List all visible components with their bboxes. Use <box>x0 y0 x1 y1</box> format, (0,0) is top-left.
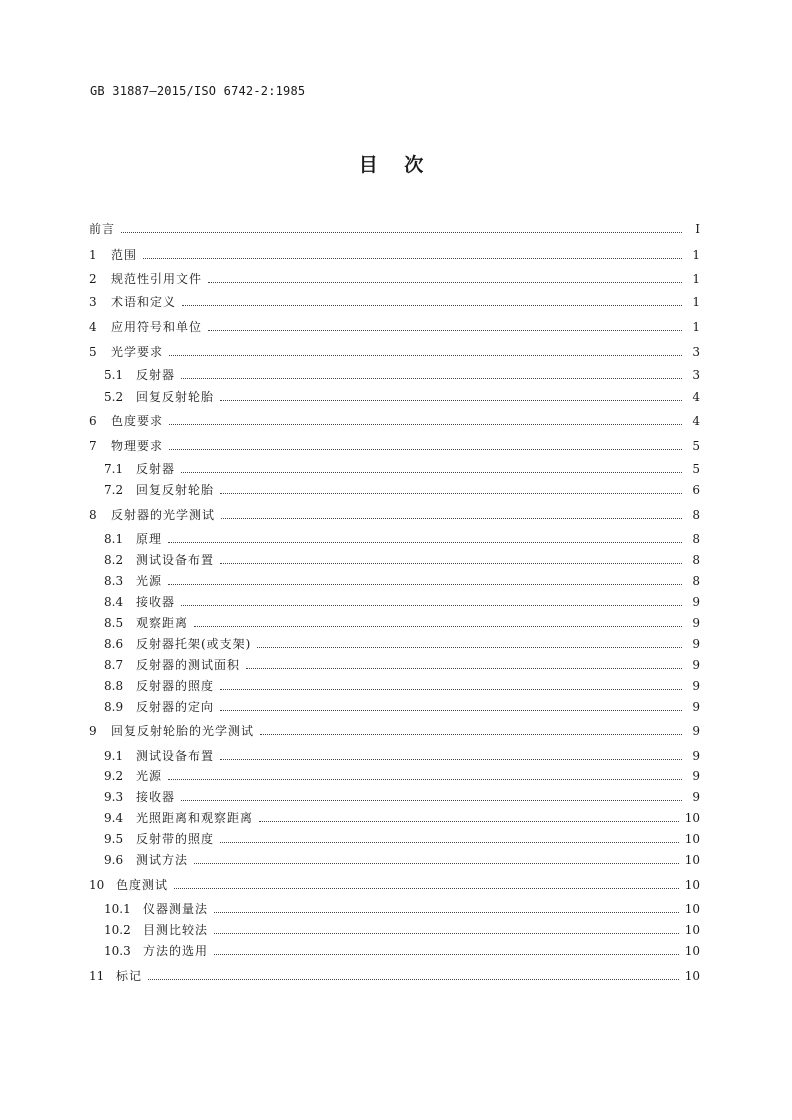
toc-entry-page: 9 <box>692 595 700 609</box>
dot-leader <box>148 978 679 980</box>
toc-entry <box>89 243 700 263</box>
toc-entry-number: 3 <box>89 295 97 309</box>
toc-entry-title: 光照距离和观察距离 <box>136 811 254 825</box>
toc-entry-number: 10.3 <box>104 944 131 958</box>
toc-entry <box>89 217 700 237</box>
dot-leader <box>220 492 682 494</box>
toc-entry-page: 9 <box>692 749 700 763</box>
dot-leader <box>169 354 682 356</box>
dot-leader <box>214 911 679 913</box>
dot-leader <box>174 887 679 889</box>
toc-entry-number: 8.6 <box>104 637 124 651</box>
toc-entry-number: 2 <box>89 272 97 286</box>
toc-entry-page: 1 <box>692 248 700 262</box>
toc-entry-title: 术语和定义 <box>111 295 177 309</box>
toc-entry <box>104 569 700 589</box>
toc-entry-title: 方法的选用 <box>143 944 209 958</box>
toc-entry-title: 接收器 <box>136 790 176 804</box>
toc-entry-page: 10 <box>684 969 700 983</box>
toc-entry-page: 3 <box>692 368 700 382</box>
toc-entry <box>104 848 700 868</box>
toc-entry-title: 色度要求 <box>111 414 164 428</box>
toc-entry-number: 11 <box>89 969 105 983</box>
toc-entry <box>104 764 700 784</box>
toc-entry-page: 8 <box>692 508 700 522</box>
toc-entry-title: 测试设备布置 <box>136 553 215 567</box>
toc-entry-number: 8.7 <box>104 658 124 672</box>
toc-entry-page: 1 <box>692 320 700 334</box>
toc-entry <box>104 363 700 383</box>
dot-leader <box>168 541 682 543</box>
dot-leader <box>257 646 682 648</box>
dot-leader <box>220 562 682 564</box>
toc-entry <box>89 267 700 287</box>
toc-entry <box>104 744 700 764</box>
toc-entry <box>89 434 700 454</box>
toc-entry-number: 7 <box>89 439 97 453</box>
toc-entry-title: 反射器托架(或支架) <box>136 637 252 651</box>
dot-leader <box>169 448 682 450</box>
dot-leader <box>220 399 682 401</box>
toc-entry-page: 4 <box>692 414 700 428</box>
toc-entry-number: 6 <box>89 414 97 428</box>
toc-entry-number: 8.4 <box>104 595 124 609</box>
toc-entry-number: 5.2 <box>104 390 124 404</box>
dot-leader <box>246 667 682 669</box>
toc-entry-title: 规范性引用文件 <box>111 272 203 286</box>
toc-entry-number: 4 <box>89 320 97 334</box>
toc-entry-number: 10.1 <box>104 902 131 916</box>
dot-leader <box>168 583 682 585</box>
dot-leader <box>143 257 682 259</box>
toc-entry-title: 测试方法 <box>136 853 189 867</box>
toc-entry <box>89 290 700 310</box>
dot-leader <box>221 517 682 519</box>
toc-entry-title: 光源 <box>136 574 163 588</box>
toc-entry-page: 9 <box>692 616 700 630</box>
toc-entry <box>89 503 700 523</box>
toc-entry-page: 4 <box>692 390 700 404</box>
toc-entry-title: 反射器 <box>136 462 176 476</box>
toc-entry-page: 8 <box>692 553 700 567</box>
toc-entry <box>104 653 700 673</box>
toc-entry-page: 9 <box>692 724 700 738</box>
toc-entry-number: 9.2 <box>104 769 124 783</box>
toc-entry-title: 标记 <box>116 969 143 983</box>
toc-entry-title: 反射器的测试面积 <box>136 658 241 672</box>
toc-entry-number: 9.6 <box>104 853 124 867</box>
toc-entry <box>104 457 700 477</box>
toc-entry-title: 色度测试 <box>116 878 169 892</box>
toc-entry-number: 9.1 <box>104 749 124 763</box>
toc-entry-title: 反射器 <box>136 368 176 382</box>
dot-leader <box>194 625 682 627</box>
toc-entry-page: 5 <box>692 439 700 453</box>
toc-entry-number: 9.5 <box>104 832 124 846</box>
toc-entry-title: 回复反射轮胎 <box>136 390 215 404</box>
dot-leader <box>260 733 682 735</box>
toc-entry-title: 回复反射轮胎的光学测试 <box>111 724 255 738</box>
toc-entry-page: 8 <box>692 574 700 588</box>
toc-entry-number: 10.2 <box>104 923 131 937</box>
toc-entry-title: 反射器的光学测试 <box>111 508 216 522</box>
toc-entry <box>104 611 700 631</box>
toc-entry <box>89 409 700 429</box>
toc-entry-page: 10 <box>684 944 700 958</box>
toc-entry-number: 8.5 <box>104 616 124 630</box>
toc-entry <box>104 785 700 805</box>
toc-entry <box>104 897 700 917</box>
toc-entry-title: 应用符号和单位 <box>111 320 203 334</box>
dot-leader <box>214 953 679 955</box>
toc-entry-page: 6 <box>692 483 700 497</box>
toc-entry-page: 9 <box>692 658 700 672</box>
toc-entry <box>89 964 700 984</box>
toc-entry-number: 7.2 <box>104 483 124 497</box>
toc-entry-number: 9 <box>89 724 97 738</box>
toc-entry-title: 仪器测量法 <box>143 902 209 916</box>
toc-entry-title: 反射器的照度 <box>136 679 215 693</box>
toc-entry <box>104 806 700 826</box>
toc-entry-page: 9 <box>692 679 700 693</box>
dot-leader <box>220 841 679 843</box>
toc-entry-title: 物理要求 <box>111 439 164 453</box>
toc-entry-page: 10 <box>684 902 700 916</box>
dot-leader <box>220 758 682 760</box>
dot-leader <box>220 688 682 690</box>
toc-entry-page: 10 <box>684 878 700 892</box>
toc-entry-page: 3 <box>692 345 700 359</box>
toc-entry-number: 8.1 <box>104 532 124 546</box>
page-title: 目 次 <box>358 154 434 176</box>
toc-entry-title: 回复反射轮胎 <box>136 483 215 497</box>
toc-entry-page: 9 <box>692 769 700 783</box>
toc-entry-page: 1 <box>692 295 700 309</box>
toc-entry-title: 接收器 <box>136 595 176 609</box>
toc-entry-number: 9.3 <box>104 790 124 804</box>
toc-entry-title: 目测比较法 <box>143 923 209 937</box>
dot-leader <box>181 471 682 473</box>
toc-entry <box>104 590 700 610</box>
toc-entry-title: 测试设备布置 <box>136 749 215 763</box>
toc-entry-number: 8.2 <box>104 553 124 567</box>
toc-entry <box>104 527 700 547</box>
toc-entry <box>89 340 700 360</box>
toc-entry-page: 9 <box>692 790 700 804</box>
toc-entry-number: 7.1 <box>104 462 124 476</box>
toc-entry <box>104 918 700 938</box>
toc-entry-page: 9 <box>692 637 700 651</box>
toc-entry <box>104 674 700 694</box>
toc-entry-page: 10 <box>684 832 700 846</box>
toc-entry-number: 10 <box>89 878 105 892</box>
dot-leader <box>168 778 682 780</box>
toc-entry <box>89 315 700 335</box>
toc-entry <box>104 695 700 715</box>
toc-entry-title: 观察距离 <box>136 616 189 630</box>
toc-entry-page: 10 <box>684 923 700 937</box>
dot-leader <box>208 329 682 331</box>
toc-entry-number: 8 <box>89 508 97 522</box>
toc-entry <box>89 873 700 893</box>
toc-entry-title: 反射器的定向 <box>136 700 215 714</box>
standard-code-header: GB 31887—2015/ISO 6742-2:1985 <box>90 84 306 98</box>
toc-entry-page: I <box>695 222 700 236</box>
toc-entry-title: 光源 <box>136 769 163 783</box>
toc-entry-number: 8.8 <box>104 679 124 693</box>
toc-entry-page: 10 <box>684 853 700 867</box>
toc-entry-number: 5.1 <box>104 368 124 382</box>
dot-leader <box>214 932 679 934</box>
dot-leader <box>121 231 682 233</box>
dot-leader <box>182 304 682 306</box>
dot-leader <box>220 709 682 711</box>
toc-entry-page: 10 <box>684 811 700 825</box>
toc-entry <box>104 827 700 847</box>
toc-entry <box>104 632 700 652</box>
toc-entry-title: 范围 <box>111 248 138 262</box>
dot-leader <box>208 281 682 283</box>
toc-entry-number: 8.9 <box>104 700 124 714</box>
dot-leader <box>181 604 682 606</box>
dot-leader <box>169 423 682 425</box>
toc-entry-title: 光学要求 <box>111 345 164 359</box>
toc-entry-number: 5 <box>89 345 97 359</box>
dot-leader <box>259 820 679 822</box>
toc-entry-page: 9 <box>692 700 700 714</box>
dot-leader <box>181 377 682 379</box>
dot-leader <box>181 799 682 801</box>
toc-entry <box>104 548 700 568</box>
toc-entry <box>104 385 700 405</box>
toc-entry <box>104 939 700 959</box>
toc-entry <box>104 478 700 498</box>
toc-entry <box>89 719 700 739</box>
toc-entry-number: 8.3 <box>104 574 124 588</box>
toc-entry-page: 5 <box>692 462 700 476</box>
toc-entry-number: 1 <box>89 248 97 262</box>
toc-entry-title: 原理 <box>136 532 163 546</box>
dot-leader <box>194 862 679 864</box>
toc-entry-title: 前言 <box>89 222 116 236</box>
toc-entry-page: 1 <box>692 272 700 286</box>
toc-entry-page: 8 <box>692 532 700 546</box>
toc-entry-title: 反射带的照度 <box>136 832 215 846</box>
toc-entry-number: 9.4 <box>104 811 124 825</box>
